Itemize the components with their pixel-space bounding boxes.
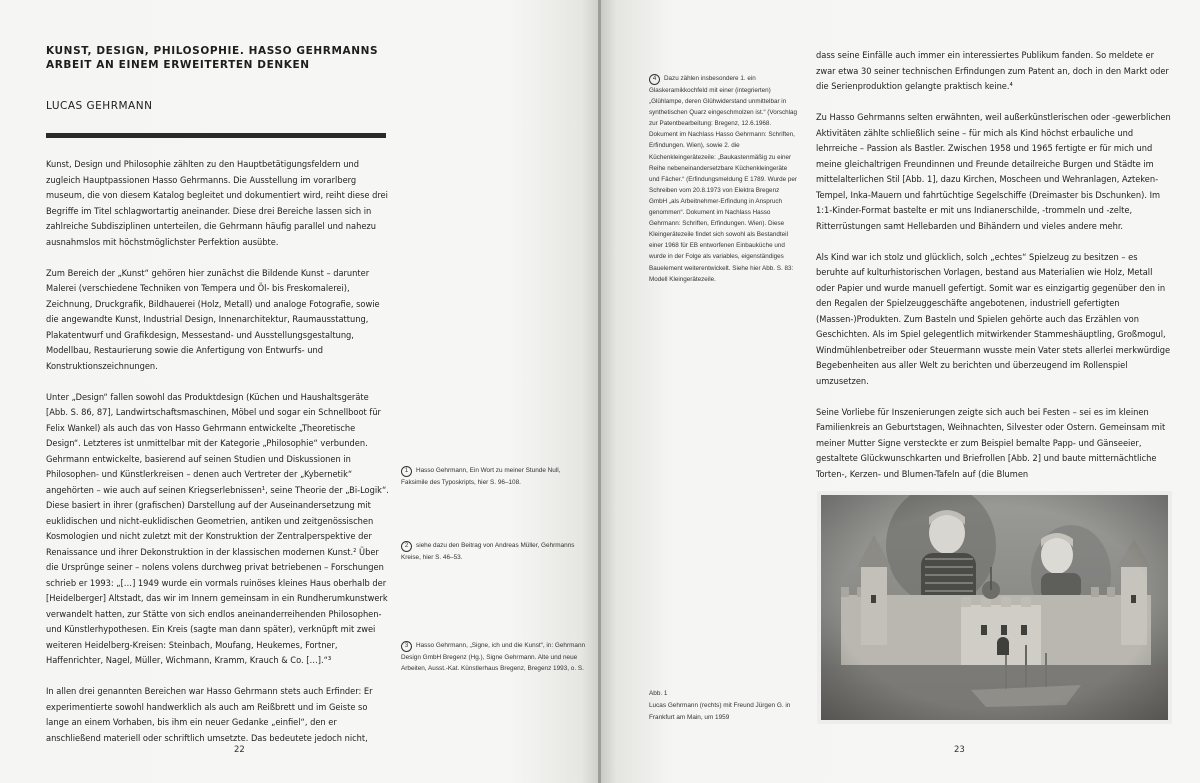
footnote-text: Dazu zählen insbesondere 1. ein Glaskeramikkochfeld mit einer (integrierten) „Glühlampe, deren Glühwiderstand unmittelbar in synthetischen Quarz eingeschmolzen ist.“ (Vorschlag zur Patentbearbeitung: Bregenz, 12.6.1968. Dokument im Nachlass Hasso Gehrmann: Schriften, Erfindungen. Wien), sowie 2. die Küchenkleingerätezeile: „Baukastenmäßig zu einer Reihe nebeneinandersetzbare Küchenkleingeräte und Fächer.“ (Erfindungsmeldung E 1789. Wurde per Schreiben vom 20.8.1973 von Elektra Bregenz GmbH „als Arbeitnehmer-Erfindung in Anspruch genommen“. Dokument im Nachlass Hasso Gehrmann: Schriften, Erfindungen. Wien). Diese Kleingerätezeile findet sich sowohl als Bestandteil einer 1968 für EB entworfenen Einbauküche und wurde in der Folge als variables, eigenständiges Bauelement weiterentwickelt. Siehe hier Abb. S. 83: Modell Kleingerätezeile. [649, 75, 798, 283]
article-title [46, 44, 386, 72]
paragraph: Kunst, Design und Philosophie zählten zu den Hauptbetätigungsfeldern und zugleich Hauptpassionen Hasso Gehrmanns. Die Ausstellung im vorarlberg museum, die von diesem Katalog begleitet und dokumentiert wird, reiht diese drei Begriffe im Titel schlagwortartig aneinander. Diese drei Bereiche lassen sich in zahlreiche Subdisziplinen unterteilen, die Gehrmann häufig parallel und nahezu ausnahmslos mit höchstmöglichster Perfektion ausübte. [46, 159, 388, 248]
footnote-number: 4 [649, 74, 660, 85]
footnote-text: Hasso Gehrmann, „Signe, ich und die Kunst“, in: Gehrmann Design GmbH Bregenz (Hg.), Signe Gehrmann. Alte und neue Arbeiten, Ausst.-Kat. Künstlerhaus Bregenz, Bregenz 1993, o. S. [401, 642, 586, 672]
photo-caption [649, 688, 799, 724]
historic-photo [821, 495, 1168, 720]
footnote-4 [649, 73, 799, 285]
footnote-number: 3 [401, 641, 412, 652]
left-page [0, 0, 599, 783]
title-line-2: ARBEIT AN EINEM ERWEITERTEN DENKEN [46, 59, 310, 71]
caption-text: Lucas Gehrmann (rechts) mit Freund Jürgen G. in Frankfurt am Main, um 1959 [649, 702, 791, 721]
paragraph: Zu Hasso Gehrmanns selten erwähnten, weil außerkünstlerischen oder -gewerblichen Aktivitäten zählte schließlich seine – für mich als Kind höchst erbauliche und lehrreiche – Passion als Bastler. Zwischen 1958 und 1965 fertigte er für mich und meine gleichaltrigen Freundinnen und Freunde detailreiche Burgen und Städte im mittelalterlichen Stil [Abb. 1], dazu Kirchen, Moscheen und Wehranlagen, Azteken-Tempel, Inka-Mauern und fahrtüchtige Segelschiffe (Dreimaster bis Dschunken). Im 1:1-Kinder-Format bastelte er mit uns Indianerschilde, -trommeln und -zelte, Ritterrüstungen samt Hellebarden und Bihändern und vieles andere mehr. [816, 112, 1171, 232]
footnote-3 [401, 640, 587, 674]
footnote-text: siehe dazu den Beitrag von Andreas Müller, Gehrmanns Kreise, hier S. 46–53. [401, 542, 575, 561]
paragraph: Seine Vorliebe für Inszenierungen zeigte sich auch bei Festen – sei es im kleinen Familienkreis an Geburtstagen, Weihnachten, Silvester oder Ostern. Gemeinsam mit meiner Mutter Signe versteckte er zum Beispiel bemalte Papp- und Gänseeier, gestaltete Glückwunschkarten und Briefrollen [Abb. 2] und baute mitternächtliche Torten-, Kerzen- und Blumen-Tafeln auf (die Blumen [816, 406, 1166, 480]
right-body-text [816, 48, 1171, 498]
title-line-1: KUNST, DESIGN, PHILOSOPHIE. HASSO GEHRMANNS [46, 45, 379, 57]
author-name: LUCAS GEHRMANN [46, 100, 153, 112]
footnote-text: Hasso Gehrmann, Ein Wort zu meiner Stunde Null, Faksimile des Typoskripts, hier S. 96–108. [401, 467, 561, 486]
photo-frame [817, 491, 1172, 724]
caption-label: Abb. 1 [649, 690, 668, 697]
footnote-number: 2 [401, 541, 412, 552]
paragraph: dass seine Einfälle auch immer ein interessiertes Publikum fanden. So meldete er zwar etwa 30 seiner technischen Erfindungen zum Patent an, doch in den Markt oder die Serienproduktion gelangte praktisch keine.⁴ [816, 50, 1169, 92]
title-rule [46, 133, 386, 138]
paragraph: Unter „Design“ fallen sowohl das Produktdesign (Küchen und Haushaltsgeräte [Abb. S. 86, 87], Landwirtschaftsmaschinen, Möbel und sogar ein Schnellboot für Felix Wankel) als auch das von Hasso Gehrmann entwickelte „Theoretische Design“. Letzteres ist unmittelbar mit der Kategorie „Philosophie“ verbunden. Gehrmann entwickelte, basierend auf seinen Studien und Diskussionen in Philosophen- und Künstlerkreisen – denen auch Vertreter der „Kybernetik“ angehörten – wie auch auf seinen Kriegserlebnissen¹, seine Theorie der „Bi-Logik“. Diese basiert in ihrer (grafischen) Darstellung auf der Auseinandersetzung mit euklidischen und nicht-euklidischen Geometrien, antiken und zeitgenössischen Kosmologien und nicht zuletzt mit der Konstruktion der Zentralperspektive der Renaissance und ihrer Dekonstruktion in der klassischen modernen Kunst.² Über die Ursprünge seiner – nolens volens durchweg privat betriebenen – Forschungen schrieb er 1993: „[…] 1949 wurde ein vormals ruinöses kleines Haus oberhalb der [Heidelberger] Altstadt, das wir im Innern gemeinsam in ein Rundherumkunstwerk verwandelt hatten, zur Stätte von sich endlos aneinanderreihenden Philosophen- und Künstlerhypothesen. Ein Kreis (sagte man dann später), verknüpft mit zwei weiteren Heidelberg-Kreisen: Steinbach, Moufang, Heukemes, Fortner, Haffenrichter, Nagel, Müller, Wichmann, Kramm, Krauch & Co. […].“³ [46, 391, 389, 666]
left-body-text [46, 157, 391, 762]
paragraph: In allen drei genannten Bereichen war Hasso Gehrmann stets auch Erfinder: Er experimentierte sowohl handwerklich als auch am Reißbrett und im Geiste so lange an einem Vorhaben, bis ihm ein neuer Gedanke „einfiel“, den er anschließend materiell oder schriftlich umsetzte. Das bedeutete jedoch nicht, [46, 686, 373, 744]
page-number: 23 [954, 745, 965, 755]
photo-illustration [821, 495, 1168, 720]
page-number: 22 [234, 745, 245, 755]
paragraph: Als Kind war ich stolz und glücklich, solch „echtes“ Spielzeug zu besitzen – es beruhte auf kulturhistorischen Vorlagen, bestand aus Materialien wie Holz, Metall oder Papier und wurde manuell gefertigt. Somit war es einzigartig gegenüber den in den Regalen der Spielzeuggeschäfte angebotenen, industriell gefertigten (Massen-)Produkten. Zum Basteln und Spielen gehörte auch das Erzählen von Geschichten. Als im Spiel gelegentlich mitwirkender Stammeshäuptling, Großmogul, Windmühlenbetreiber oder Steuermann wusste mein Vater stets allerlei merkwürdige Begebenheiten aus aller Welt zu berichten und überzeugend im Rollenspiel umzusetzen. [816, 251, 1171, 387]
footnote-1 [401, 465, 587, 488]
right-page [601, 0, 1200, 783]
footnote-number: 1 [401, 466, 412, 477]
footnote-2 [401, 540, 587, 563]
paragraph: Zum Bereich der „Kunst“ gehören hier zunächst die Bildende Kunst – darunter Malerei (verschiedene Techniken von Tempera und Öl- bis Freskomalerei), Zeichnung, Druckgrafik, Bildhauerei (Holz, Metall) und analoge Fotografie, sowie die angewandte Kunst, Industrial Design, Innenarchitektur, Raumausstattung, Plakatentwurf und Grafikdesign, Messestand- und Ausstellungsgestaltung, Modellbau, Restaurierung sowie die Anfertigung von Entwurfs- und Konstruktionszeichnungen. [46, 267, 380, 372]
